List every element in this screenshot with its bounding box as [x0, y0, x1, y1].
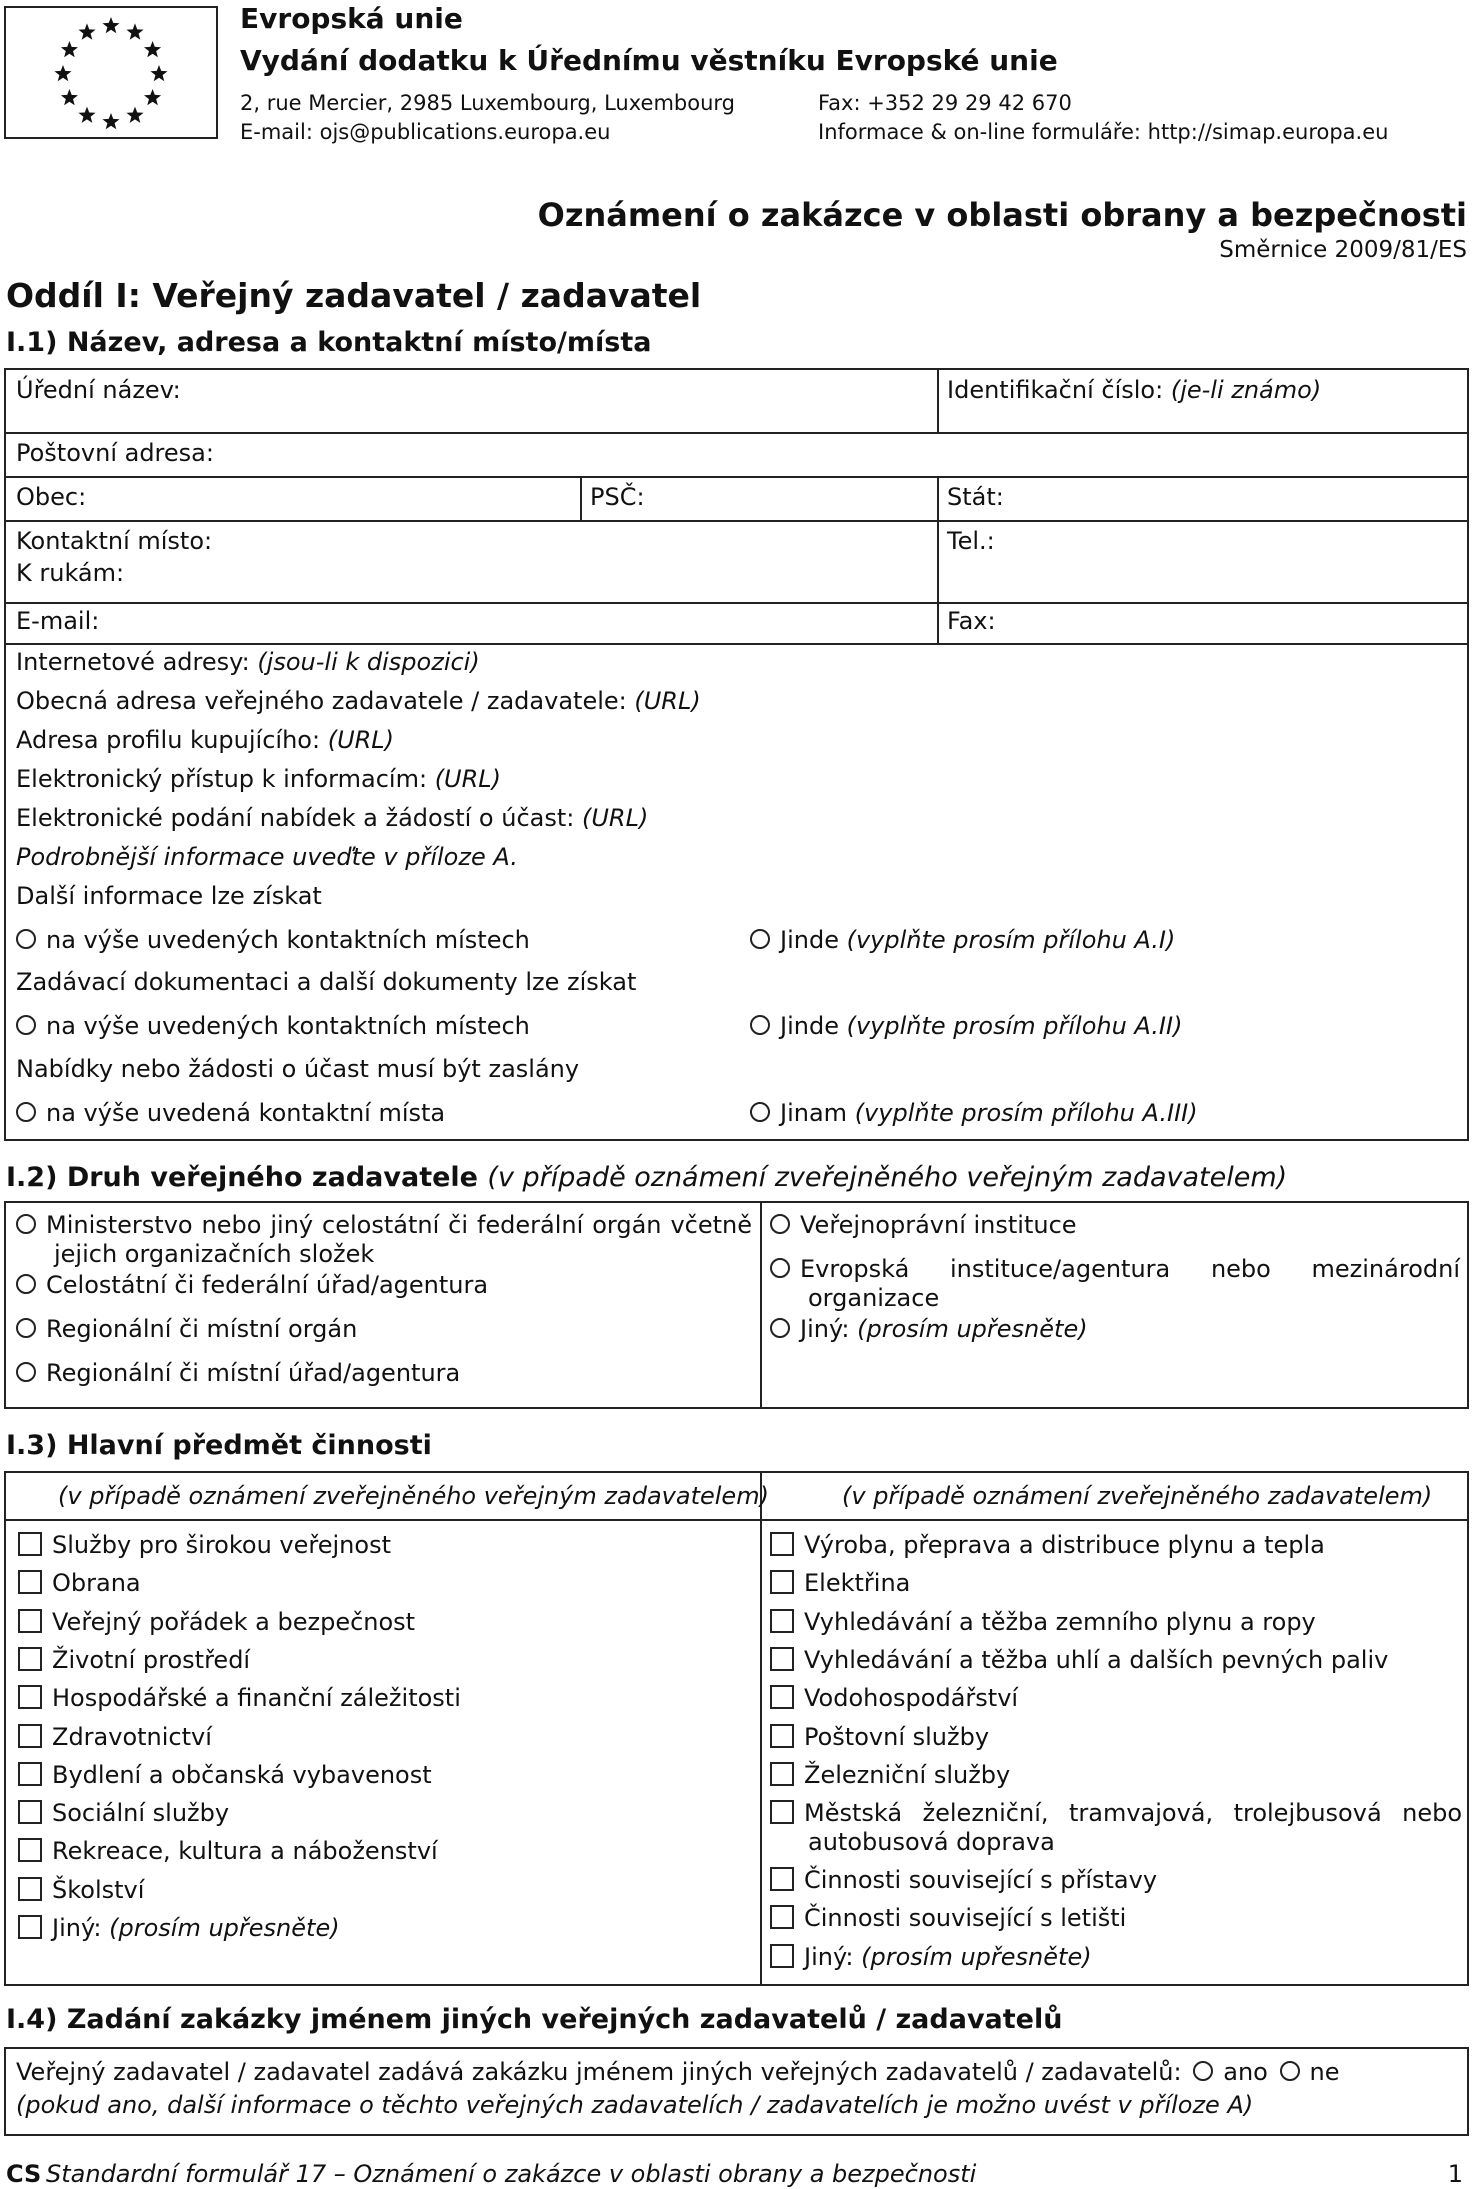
divider: [6, 520, 1467, 522]
activity-right-header: (v případě oznámení zveřejněného zadavatelem): [842, 1482, 1433, 1510]
radio-icon[interactable]: [16, 1102, 36, 1122]
star-icon: [61, 89, 78, 105]
divider: [580, 476, 582, 520]
activity-option[interactable]: Obrana: [18, 1569, 141, 1597]
section-title: Oddíl I: Veřejný zadavatel / zadavatel: [6, 276, 702, 315]
activity-option[interactable]: Městská železniční, tramvajová, trolejbusová nebo autobusová doprava: [770, 1799, 1462, 1857]
activity-option[interactable]: Činnosti související s letišti: [770, 1904, 1126, 1932]
radio-icon[interactable]: [750, 1102, 770, 1122]
divider: [760, 1473, 762, 1984]
activity-option[interactable]: Vyhledávání a těžba zemního plynu a ropy: [770, 1608, 1316, 1636]
tenders-label: Nabídky nebo žádosti o účast musí být zaslány: [16, 1055, 580, 1083]
radio-icon[interactable]: [770, 1214, 790, 1234]
activity-option[interactable]: Sociální služby: [18, 1799, 229, 1827]
no-label[interactable]: ne: [1309, 2058, 1340, 2086]
town-label: Obec:: [16, 483, 87, 511]
activity-option[interactable]: Životní prostředí: [18, 1646, 250, 1674]
checkbox-icon[interactable]: [18, 1762, 42, 1786]
joint-procurement-question: Veřejný zadavatel / zadavatel zadává zakázku jménem jiných veřejných zadavatelů / zadavatelů: ano ne: [16, 2058, 1340, 2086]
contact-email: E-mail: ojs@publications.europa.eu: [240, 120, 611, 144]
star-icon: [78, 107, 95, 123]
country-label: Stát:: [947, 483, 1004, 511]
page-number: 1: [1447, 2160, 1463, 2188]
radio-icon[interactable]: [1193, 2061, 1213, 2081]
radio-icon[interactable]: [770, 1258, 790, 1278]
checkbox-icon[interactable]: [770, 1800, 794, 1824]
online-forms-info: Informace & on-line formuláře: http://simap.europa.eu: [818, 120, 1389, 144]
checkbox-icon[interactable]: [770, 1762, 794, 1786]
activity-option[interactable]: Bydlení a občanská vybavenost: [18, 1761, 432, 1789]
star-icon: [102, 113, 119, 129]
checkbox-icon[interactable]: [770, 1532, 794, 1556]
postal-address-label: Poštovní adresa:: [16, 439, 214, 467]
divider: [6, 643, 1467, 645]
main-activity-box: [4, 1471, 1469, 1986]
star-icon: [126, 23, 143, 39]
activity-option[interactable]: Hospodářské a finanční záležitosti: [18, 1684, 461, 1712]
checkbox-icon[interactable]: [18, 1800, 42, 1824]
star-icon: [102, 17, 119, 33]
checkbox-icon[interactable]: [18, 1838, 42, 1862]
contact-point-label: Kontaktní místo:: [16, 527, 213, 555]
authority-type-option[interactable]: Regionální či místní orgán: [16, 1315, 357, 1343]
checkbox-icon[interactable]: [18, 1915, 42, 1939]
subsection-1-3-title: I.3) Hlavní předmět činnosti: [6, 1430, 432, 1461]
radio-icon[interactable]: [1280, 2061, 1300, 2081]
activity-option[interactable]: Jiný: (prosím upřesněte): [18, 1914, 340, 1942]
checkbox-icon[interactable]: [18, 1877, 42, 1901]
joint-procurement-box: [4, 2047, 1469, 2136]
star-icon: [144, 89, 161, 105]
annex-note: Podrobnější informace uveďte v příloze A.: [16, 843, 518, 871]
esubmission-label: Elektronické podání nabídek a žádostí o účast: (URL): [16, 804, 649, 832]
checkbox-icon[interactable]: [770, 1570, 794, 1594]
id-number-label: Identifikační číslo: (je-li známo): [947, 376, 1322, 404]
further-info-option-elsewhere[interactable]: Jinde (vyplňte prosím přílohu A.I): [750, 926, 1175, 954]
eu-flag-logo: [4, 6, 218, 139]
checkbox-icon[interactable]: [770, 1905, 794, 1929]
radio-icon[interactable]: [16, 1214, 36, 1234]
activity-option[interactable]: Vyhledávání a těžba uhlí a dalších pevných paliv: [770, 1646, 1388, 1674]
contact-details-box: [4, 368, 1469, 1141]
org-name: Evropská unie: [240, 2, 463, 35]
activity-option[interactable]: Vodohospodářství: [770, 1684, 1018, 1712]
documents-option-elsewhere[interactable]: Jinde (vyplňte prosím přílohu A.II): [750, 1012, 1182, 1040]
activity-option[interactable]: Rekreace, kultura a náboženství: [18, 1837, 438, 1865]
activity-option[interactable]: Služby pro širokou veřejnost: [18, 1531, 391, 1559]
authority-type-option[interactable]: Evropská instituce/agentura nebo mezinárodní organizace: [770, 1255, 1460, 1313]
documents-option-contacts[interactable]: na výše uvedených kontaktních místech: [16, 1012, 530, 1040]
checkbox-icon[interactable]: [770, 1944, 794, 1968]
further-info-label: Další informace lze získat: [16, 882, 322, 910]
subsection-1-2-title: I.2) Druh veřejného zadavatele (v případě oznámení zveřejněného veřejným zadavatelem): [6, 1162, 1288, 1193]
authority-type-option[interactable]: Ministerstvo nebo jiný celostátní či federální orgán včetně jejich organizačních složek: [16, 1211, 752, 1269]
radio-icon[interactable]: [750, 929, 770, 949]
activity-option[interactable]: Poštovní služby: [770, 1723, 989, 1751]
postal-address: 2, rue Mercier, 2985 Luxembourg, Luxembourg: [240, 91, 735, 115]
internet-addresses-label: Internetové adresy: (jsou-li k dispozici): [16, 648, 480, 676]
radio-icon[interactable]: [770, 1318, 790, 1338]
activity-option[interactable]: Činnosti související s přístavy: [770, 1866, 1157, 1894]
checkbox-icon[interactable]: [770, 1647, 794, 1671]
eaccess-label: Elektronický přístup k informacím: (URL): [16, 765, 502, 793]
checkbox-icon[interactable]: [770, 1867, 794, 1891]
checkbox-icon[interactable]: [18, 1570, 42, 1594]
checkbox-icon[interactable]: [770, 1609, 794, 1633]
divider: [6, 432, 1467, 434]
star-icon: [126, 107, 143, 123]
star-icon: [61, 41, 78, 57]
footer-language: CS: [6, 2160, 42, 2188]
divider: [6, 602, 1467, 604]
radio-icon[interactable]: [16, 1274, 36, 1294]
eu-stars-icon: [6, 8, 216, 137]
footer-form-name: Standardní formulář 17 – Oznámení o zakázce v oblasti obrany a bezpečnosti: [46, 2160, 977, 2188]
subsection-1-4-title: I.4) Zadání zakázky jménem jiných veřejných zadavatelů / zadavatelů: [6, 2004, 1063, 2035]
radio-icon[interactable]: [16, 1362, 36, 1382]
radio-icon[interactable]: [16, 929, 36, 949]
email-label: E-mail:: [16, 607, 100, 635]
authority-type-option[interactable]: Regionální či místní úřad/agentura: [16, 1359, 460, 1387]
subsection-1-1-title: I.1) Název, adresa a kontaktní místo/místa: [6, 327, 652, 358]
official-name-label: Úřední název:: [16, 376, 181, 404]
activity-option[interactable]: Veřejný pořádek a bezpečnost: [18, 1608, 415, 1636]
directive-ref: Směrnice 2009/81/ES: [1219, 237, 1467, 263]
buyer-profile-label: Adresa profilu kupujícího: (URL): [16, 726, 395, 754]
general-address-label: Obecná adresa veřejného zadavatele / zadavatele: (URL): [16, 687, 701, 715]
document-title: Oznámení o zakázce v oblasti obrany a bezpečnosti: [537, 196, 1467, 234]
tel-label: Tel.:: [947, 527, 995, 555]
postal-code-label: PSČ:: [590, 483, 645, 511]
activity-option[interactable]: Zdravotnictví: [18, 1723, 212, 1751]
checkbox-icon[interactable]: [770, 1724, 794, 1748]
radio-icon[interactable]: [16, 1318, 36, 1338]
joint-procurement-note: (pokud ano, další informace o těchto veřejných zadavatelích / zadavatelích je možno uvést v příloze A): [16, 2091, 1254, 2119]
checkbox-icon[interactable]: [18, 1647, 42, 1671]
checkbox-icon[interactable]: [18, 1609, 42, 1633]
checkbox-icon[interactable]: [18, 1724, 42, 1748]
activity-option[interactable]: Jiný: (prosím upřesněte): [770, 1943, 1092, 1971]
checkbox-icon[interactable]: [18, 1532, 42, 1556]
checkbox-icon[interactable]: [770, 1685, 794, 1709]
activity-left-header: (v případě oznámení zveřejněného veřejným zadavatelem): [58, 1482, 769, 1510]
divider: [760, 1203, 762, 1407]
fax-label: Fax:: [947, 607, 996, 635]
authority-type-box: [4, 1201, 1469, 1409]
radio-icon[interactable]: [750, 1015, 770, 1035]
checkbox-icon[interactable]: [18, 1685, 42, 1709]
activity-option[interactable]: Školství: [18, 1876, 144, 1904]
tenders-option-contacts[interactable]: na výše uvedená kontaktní místa: [16, 1099, 445, 1127]
activity-option[interactable]: Železniční služby: [770, 1761, 1010, 1789]
yes-label[interactable]: ano: [1223, 2058, 1268, 2086]
divider: [937, 370, 939, 432]
attention-label: K rukám:: [16, 559, 125, 587]
star-icon: [144, 41, 161, 57]
publication-name: Vydání dodatku k Úřednímu věstníku Evropské unie: [240, 44, 1058, 77]
activity-option[interactable]: Elektřina: [770, 1569, 910, 1597]
further-info-option-contacts[interactable]: na výše uvedených kontaktních místech: [16, 926, 530, 954]
authority-type-option[interactable]: Jiný: (prosím upřesněte): [770, 1315, 1088, 1343]
star-icon: [54, 65, 71, 81]
divider: [937, 476, 939, 643]
documents-label: Zadávací dokumentaci a další dokumenty lze získat: [16, 968, 637, 996]
star-icon: [78, 23, 95, 39]
divider: [6, 476, 1467, 478]
authority-type-option[interactable]: Veřejnoprávní instituce: [770, 1211, 1077, 1239]
radio-icon[interactable]: [16, 1015, 36, 1035]
star-icon: [150, 65, 167, 81]
divider: [6, 1519, 1467, 1521]
tenders-option-elsewhere[interactable]: Jinam (vyplňte prosím přílohu A.III): [750, 1099, 1198, 1127]
activity-option[interactable]: Výroba, přeprava a distribuce plynu a tepla: [770, 1531, 1325, 1559]
authority-type-option[interactable]: Celostátní či federální úřad/agentura: [16, 1271, 488, 1299]
contact-fax: Fax: +352 29 29 42 670: [818, 91, 1072, 115]
